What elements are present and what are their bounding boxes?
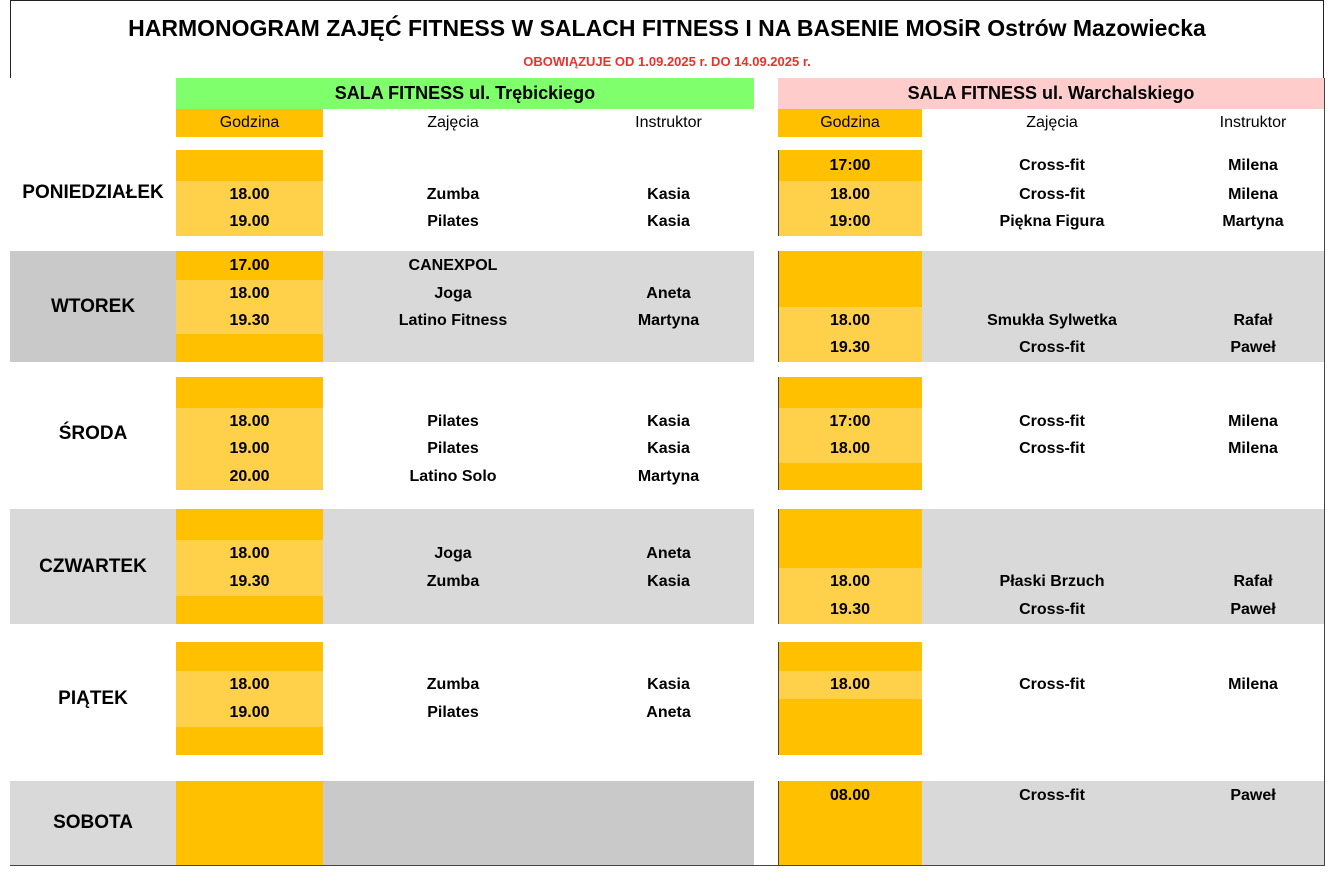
hall-gap [754, 78, 779, 110]
instructor-cell: Milena [1182, 408, 1325, 436]
time-cell [176, 596, 324, 625]
class-cell [323, 642, 584, 672]
time-cell: 18.00 [778, 181, 923, 209]
spacer-cell [778, 362, 923, 378]
spacer-cell [1182, 755, 1325, 782]
time-cell [176, 642, 324, 672]
validity-period: OBOWIĄZUJE OD 1.09.2025 r. DO 14.09.2025 r. [523, 54, 811, 69]
class-cell: Latino Solo [323, 463, 584, 491]
hall-gap [754, 837, 779, 866]
spacer-cell [1182, 624, 1325, 643]
instructor-cell: Kasia [583, 181, 755, 209]
column-header-time-1: Godzina [176, 109, 324, 138]
hall-gap [754, 408, 779, 436]
spacer-cell [176, 490, 324, 510]
spacer-cell [922, 755, 1183, 782]
class-cell: Cross-fit [922, 150, 1183, 182]
instructor-cell [1182, 727, 1325, 756]
instructor-cell: Rafał [1182, 568, 1325, 597]
hall-title-trebickiego: SALA FITNESS ul. Trębickiego [176, 78, 755, 110]
spacer-cell [323, 137, 584, 151]
header-blank [10, 78, 177, 110]
spacer-cell [1182, 236, 1325, 252]
instructor-cell: Milena [1182, 435, 1325, 464]
spacer-cell [10, 755, 177, 782]
column-header-time-2: Godzina [778, 109, 923, 138]
time-cell [176, 334, 324, 363]
hall-gap [754, 509, 779, 541]
hall-gap [754, 377, 779, 409]
spacer-cell [323, 624, 584, 643]
hall-gap [754, 307, 779, 335]
spacer-cell [754, 490, 779, 510]
instructor-cell: Aneta [583, 540, 755, 569]
day-label: WTOREK [10, 251, 177, 363]
class-cell: Latino Fitness [323, 307, 584, 335]
instructor-cell [583, 150, 755, 182]
class-cell [922, 509, 1183, 541]
class-cell: Joga [323, 540, 584, 569]
spacer-cell [323, 362, 584, 378]
hall-gap [754, 251, 779, 281]
spacer-cell [583, 236, 755, 252]
instructor-cell: Kasia [583, 671, 755, 700]
time-cell: 18.00 [778, 435, 923, 464]
time-cell: 19.30 [176, 568, 324, 597]
time-cell [778, 540, 923, 569]
class-cell: Pilates [323, 208, 584, 237]
instructor-cell [1182, 280, 1325, 308]
hall-gap [754, 150, 779, 182]
instructor-cell: Aneta [583, 699, 755, 728]
hall-gap [754, 435, 779, 464]
hall-gap [754, 642, 779, 672]
spacer-cell [754, 236, 779, 252]
time-cell [176, 837, 324, 866]
column-header-class-1: Zajęcia [323, 109, 584, 138]
time-cell: 18.00 [176, 408, 324, 436]
time-cell [778, 377, 923, 409]
hall-gap [754, 671, 779, 700]
time-cell [176, 377, 324, 409]
instructor-cell: Aneta [583, 280, 755, 308]
time-cell: 18.00 [176, 280, 324, 308]
spacer-cell [1182, 137, 1325, 151]
time-cell [778, 699, 923, 728]
instructor-cell: Milena [1182, 150, 1325, 182]
class-cell [922, 280, 1183, 308]
time-cell: 18.00 [176, 671, 324, 700]
instructor-cell: Kasia [583, 408, 755, 436]
class-cell: Cross-fit [922, 781, 1183, 811]
instructor-cell [1182, 509, 1325, 541]
instructor-cell: Martyna [583, 307, 755, 335]
time-cell: 20.00 [176, 463, 324, 491]
spacer-cell [583, 755, 755, 782]
instructor-cell [1182, 463, 1325, 491]
instructor-cell [583, 781, 755, 811]
spacer-cell [176, 137, 324, 151]
instructor-cell [1182, 642, 1325, 672]
time-cell [176, 727, 324, 756]
time-cell: 19:00 [778, 208, 923, 237]
instructor-cell: Milena [1182, 181, 1325, 209]
spacer-cell [10, 236, 177, 252]
class-cell [922, 642, 1183, 672]
hall-gap [754, 540, 779, 569]
time-cell: 18.00 [778, 568, 923, 597]
time-cell [176, 810, 324, 838]
column-header-instructor-1: Instruktor [583, 109, 755, 138]
class-cell: Cross-fit [922, 671, 1183, 700]
spacer-cell [778, 755, 923, 782]
time-cell: 18.00 [778, 307, 923, 335]
time-cell: 19.30 [778, 596, 923, 625]
instructor-cell: Paweł [1182, 334, 1325, 363]
class-cell [323, 781, 584, 811]
spacer-cell [176, 755, 324, 782]
class-cell: Cross-fit [922, 334, 1183, 363]
time-cell [778, 642, 923, 672]
class-cell: Zumba [323, 181, 584, 209]
instructor-cell [1182, 837, 1325, 866]
time-cell [176, 509, 324, 541]
time-cell: 18.00 [778, 671, 923, 700]
instructor-cell [583, 334, 755, 363]
instructor-cell [583, 837, 755, 866]
instructor-cell [583, 509, 755, 541]
spacer-cell [323, 490, 584, 510]
spacer-cell [778, 624, 923, 643]
hall-gap [754, 280, 779, 308]
spacer-cell [754, 137, 779, 151]
instructor-cell: Kasia [583, 208, 755, 237]
spacer-cell [10, 137, 177, 151]
spacer-cell [922, 490, 1183, 510]
day-label: SOBOTA [10, 781, 177, 866]
instructor-cell: Kasia [583, 435, 755, 464]
time-cell: 17.00 [176, 251, 324, 281]
spacer-cell [1182, 362, 1325, 378]
class-cell [323, 150, 584, 182]
instructor-cell [1182, 540, 1325, 569]
spacer-cell [583, 624, 755, 643]
spacer-cell [778, 137, 923, 151]
time-cell: 17:00 [778, 150, 923, 182]
hall-gap [754, 568, 779, 597]
hall-gap [754, 334, 779, 363]
class-cell: Pilates [323, 699, 584, 728]
instructor-cell: Martyna [1182, 208, 1325, 237]
instructor-cell [583, 596, 755, 625]
time-cell: 19.30 [176, 307, 324, 335]
class-cell [922, 699, 1183, 728]
spacer-cell [323, 236, 584, 252]
class-cell [323, 837, 584, 866]
class-cell: Cross-fit [922, 596, 1183, 625]
instructor-cell [583, 727, 755, 756]
class-cell [922, 463, 1183, 491]
instructor-cell: Kasia [583, 568, 755, 597]
class-cell [922, 810, 1183, 838]
class-cell: Zumba [323, 671, 584, 700]
spacer-cell [778, 490, 923, 510]
column-header-class-2: Zajęcia [922, 109, 1183, 138]
time-cell: 19.00 [176, 699, 324, 728]
class-cell [323, 334, 584, 363]
hall-gap [754, 109, 779, 138]
spacer-cell [176, 362, 324, 378]
class-cell: Cross-fit [922, 435, 1183, 464]
class-cell: Joga [323, 280, 584, 308]
instructor-cell [583, 642, 755, 672]
spacer-cell [922, 362, 1183, 378]
class-cell: CANEXPOL [323, 251, 584, 281]
class-cell [922, 837, 1183, 866]
class-cell: Cross-fit [922, 408, 1183, 436]
instructor-cell [1182, 251, 1325, 281]
spacer-cell [754, 362, 779, 378]
class-cell: Płaski Brzuch [922, 568, 1183, 597]
spacer-cell [922, 624, 1183, 643]
time-cell [778, 837, 923, 866]
page-title: HARMONOGRAM ZAJĘĆ FITNESS W SALACH FITNESS I NA BASENIE MOSiR Ostrów Mazowiecka [128, 15, 1206, 41]
hall-gap [754, 699, 779, 728]
spacer-cell [583, 137, 755, 151]
instructor-cell [583, 251, 755, 281]
class-cell [323, 810, 584, 838]
spacer-cell [176, 236, 324, 252]
spacer-cell [754, 624, 779, 643]
class-cell [323, 377, 584, 409]
class-cell [922, 727, 1183, 756]
time-cell [778, 810, 923, 838]
time-cell: 17:00 [778, 408, 923, 436]
instructor-cell: Paweł [1182, 596, 1325, 625]
spacer-cell [10, 490, 177, 510]
hall-gap [754, 810, 779, 838]
spacer-cell [10, 362, 177, 378]
hall-gap [754, 463, 779, 491]
hall-gap [754, 596, 779, 625]
class-cell: Piękna Figura [922, 208, 1183, 237]
spacer-cell [583, 490, 755, 510]
class-cell [323, 727, 584, 756]
time-cell [778, 727, 923, 756]
spacer-cell [583, 362, 755, 378]
instructor-cell [1182, 810, 1325, 838]
instructor-cell: Martyna [583, 463, 755, 491]
time-cell [176, 781, 324, 811]
time-cell: 19.30 [778, 334, 923, 363]
class-cell: Smukła Sylwetka [922, 307, 1183, 335]
class-cell: Pilates [323, 408, 584, 436]
instructor-cell [583, 377, 755, 409]
instructor-cell: Rafał [1182, 307, 1325, 335]
time-cell [778, 251, 923, 281]
class-cell: Cross-fit [922, 181, 1183, 209]
day-label: PONIEDZIAŁEK [10, 150, 177, 237]
day-label: CZWARTEK [10, 509, 177, 625]
spacer-cell [176, 624, 324, 643]
time-cell [176, 150, 324, 182]
class-cell [922, 251, 1183, 281]
instructor-cell: Paweł [1182, 781, 1325, 811]
time-cell: 19.00 [176, 208, 324, 237]
instructor-cell [1182, 699, 1325, 728]
spacer-cell [922, 137, 1183, 151]
time-cell [778, 463, 923, 491]
spacer-cell [323, 755, 584, 782]
header-blank-2 [10, 109, 177, 138]
time-cell: 19.00 [176, 435, 324, 464]
class-cell [323, 596, 584, 625]
instructor-cell [583, 810, 755, 838]
class-cell [922, 377, 1183, 409]
time-cell [778, 280, 923, 308]
column-header-instructor-2: Instruktor [1182, 109, 1325, 138]
time-cell: 18.00 [176, 540, 324, 569]
hall-gap [754, 781, 779, 811]
hall-title-warchalskiego: SALA FITNESS ul. Warchalskiego [778, 78, 1325, 110]
spacer-cell [754, 755, 779, 782]
time-cell [778, 509, 923, 541]
instructor-cell: Milena [1182, 671, 1325, 700]
spacer-cell [10, 624, 177, 643]
spacer-cell [1182, 490, 1325, 510]
spacer-cell [778, 236, 923, 252]
spacer-cell [922, 236, 1183, 252]
class-cell: Zumba [323, 568, 584, 597]
class-cell [922, 540, 1183, 569]
day-label: PIĄTEK [10, 642, 177, 756]
hall-gap [754, 208, 779, 237]
time-cell: 08.00 [778, 781, 923, 811]
hall-gap [754, 181, 779, 209]
instructor-cell [1182, 377, 1325, 409]
class-cell: Pilates [323, 435, 584, 464]
class-cell [323, 509, 584, 541]
day-label: ŚRODA [10, 377, 177, 491]
hall-gap [754, 727, 779, 756]
time-cell: 18.00 [176, 181, 324, 209]
